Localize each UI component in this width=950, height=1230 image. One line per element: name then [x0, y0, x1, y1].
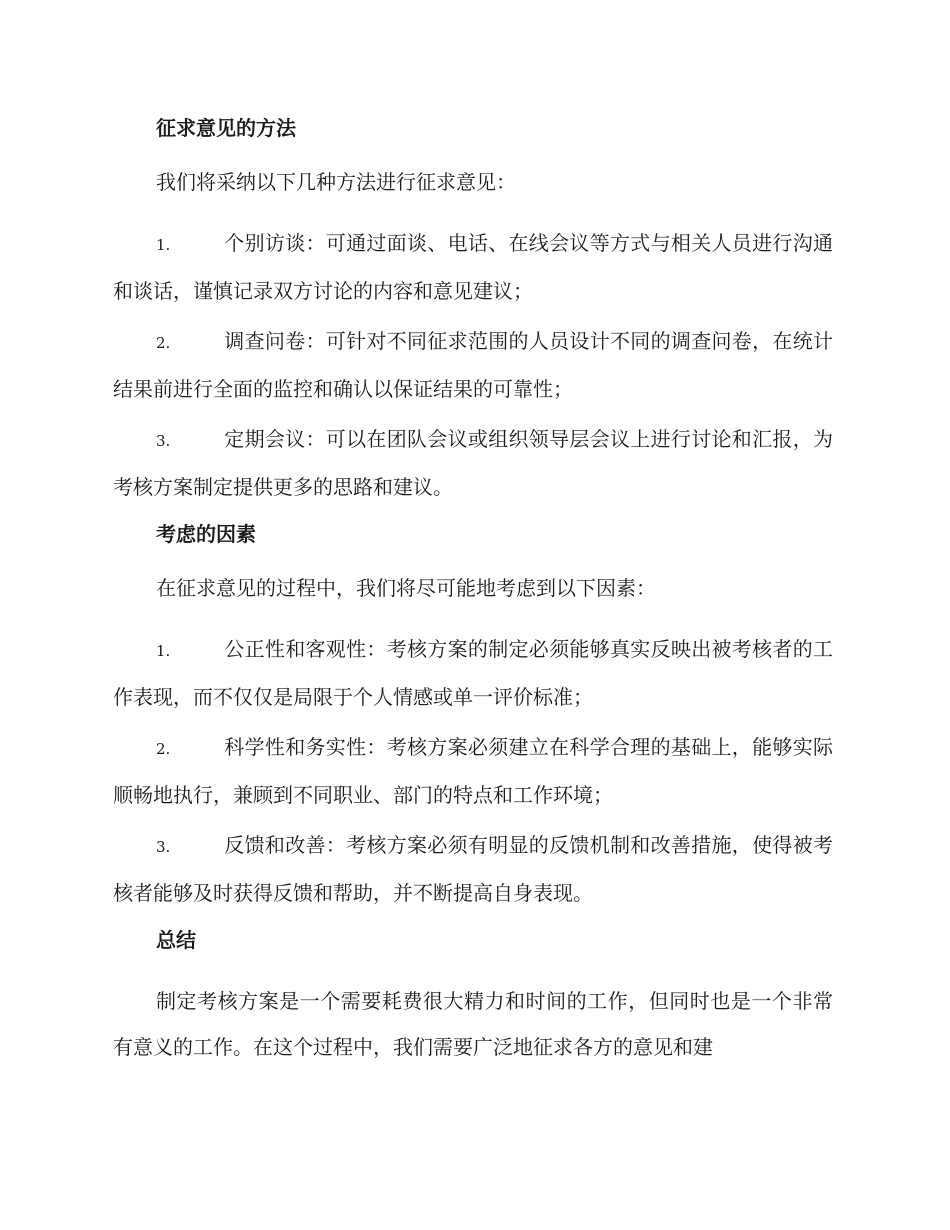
- list-item: [113, 416, 833, 510]
- list-item-text: 反馈和改善：考核方案必须有明显的反馈机制和改善措施，使得被考核者能够及时获得反馈和帮助，并不断提高自身表现。: [113, 833, 833, 905]
- list-number: 3.: [156, 838, 171, 856]
- document-page: [113, 112, 833, 1074]
- list-item-text: 个别访谈：可通过面谈、电话、在线会议等方式与相关人员进行沟通和谈话，谨慎记录双方讨论的内容和意见建议；: [113, 231, 833, 303]
- section-heading-methods: 征求意见的方法: [156, 116, 296, 140]
- list-number: 2.: [156, 740, 171, 758]
- list-item: [113, 220, 833, 314]
- section-intro-factors: 在征求意见的过程中，我们将尽可能地考虑到以下因素：: [156, 576, 656, 600]
- list-number: 3.: [156, 432, 171, 450]
- section-intro-methods: 我们将采纳以下几种方法进行征求意见：: [156, 170, 516, 194]
- list-number: 1.: [156, 642, 171, 660]
- list-item-text: 公正性和客观性：考核方案的制定必须能够真实反映出被考核者的工作表现，而不仅仅是局限于个人情感或单一评价标准；: [113, 637, 833, 709]
- list-item: [113, 724, 833, 818]
- list-item-text: 科学性和务实性：考核方案必须建立在科学合理的基础上，能够实际顺畅地执行，兼顾到不同职业、部门的特点和工作环境；: [113, 735, 833, 807]
- list-number: 1.: [156, 236, 171, 254]
- list-item: [113, 318, 833, 412]
- list-item: [113, 626, 833, 720]
- section-heading-summary: 总结: [156, 928, 196, 952]
- list-number: 2.: [156, 334, 171, 352]
- section-heading-factors: 考虑的因素: [156, 522, 256, 546]
- list-item-text: 定期会议：可以在团队会议或组织领导层会议上进行讨论和汇报，为考核方案制定提供更多的思路和建议。: [113, 427, 833, 499]
- list-item-text: 调查问卷：可针对不同征求范围的人员设计不同的调查问卷，在统计结果前进行全面的监控和确认以保证结果的可靠性；: [113, 329, 833, 401]
- list-item: [113, 822, 833, 916]
- summary-paragraph: 制定考核方案是一个需要耗费很大精力和时间的工作，但同时也是一个非常有意义的工作。在这个过程中，我们需要广泛地征求各方的意见和建: [113, 989, 833, 1059]
